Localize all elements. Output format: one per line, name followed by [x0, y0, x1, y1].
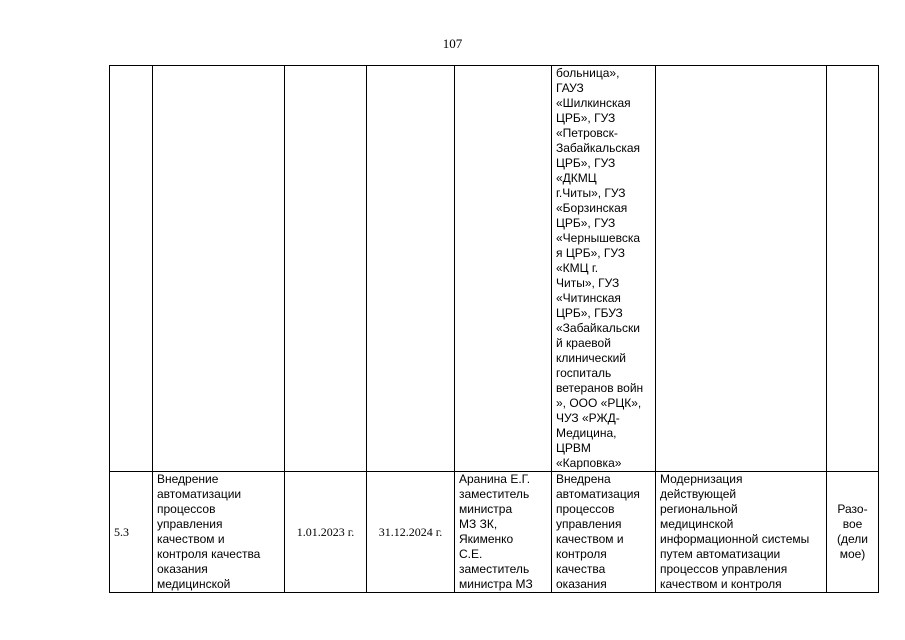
- cell-end-date: 31.12.2024 г.: [367, 472, 455, 593]
- document-table-container: [109, 65, 879, 593]
- cell-start-date: 1.01.2023 г.: [285, 472, 367, 593]
- table-row: [110, 472, 879, 593]
- cell-responsible: [455, 66, 552, 472]
- cell-num: 5.3: [110, 472, 153, 593]
- cell-characteristic: [656, 66, 827, 472]
- cell-end-date: [367, 66, 455, 472]
- cell-start-date: [285, 66, 367, 472]
- cell-num: [110, 66, 153, 472]
- cell-type: Разо- вое (дели мое): [827, 472, 879, 593]
- cell-type: [827, 66, 879, 472]
- page-number: 107: [442, 36, 463, 51]
- cell-result: Внедрена автоматизация процессов управления качеством и контроля качества оказания: [552, 472, 656, 593]
- cell-responsible: Аранина Е.Г. заместитель министра МЗ ЗК, Якименко С.Е. заместитель министра МЗ: [455, 472, 552, 593]
- plan-table: [109, 65, 879, 593]
- cell-title: Внедрение автоматизации процессов управления качеством и контроля качества оказания медицинской: [153, 472, 285, 593]
- table-row: [110, 66, 879, 472]
- cell-result: больница», ГАУЗ «Шилкинская ЦРБ», ГУЗ «Петровск- Забайкальская ЦРБ», ГУЗ «ДКМЦ г.Читы», ГУЗ «Борзинская ЦРБ», ГУЗ «Чернышевска я ЦРБ», ГУЗ «КМЦ г. Читы», ГУЗ «Читинская ЦРБ», ГБУЗ «Забайкальски й краевой клинический госпиталь ветеранов войн », ООО «РЦК», ЧУЗ «РЖД- Медицина, ЦРВМ «Карповка»: [552, 66, 656, 472]
- cell-characteristic: Модернизация действующей региональной медицинской информационной системы путем автоматизации процессов управления качеством и контроля: [656, 472, 827, 593]
- cell-title: [153, 66, 285, 472]
